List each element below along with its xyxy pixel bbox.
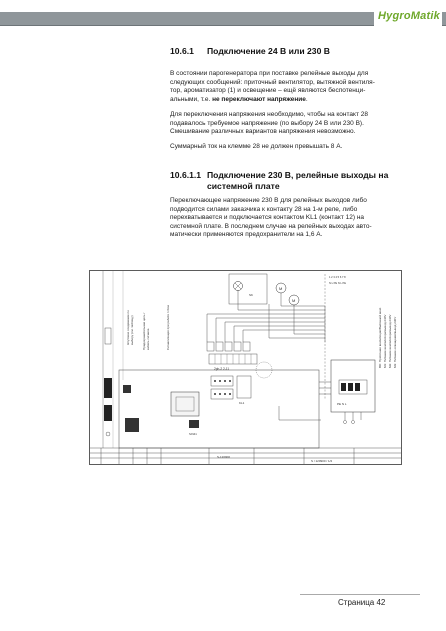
brand-logo: HygroMatik bbox=[378, 10, 440, 22]
svg-text:1 2 3 4 5 6 7 8: 1 2 3 4 5 6 7 8 bbox=[329, 276, 346, 279]
note-text: Сигнализация при работе / сбое bbox=[166, 304, 170, 350]
section-heading-10-6-1-1 bbox=[170, 170, 388, 180]
text-line: подавалось требуемое напряжение (по выбору 24 В или 230 В). bbox=[170, 119, 364, 127]
paragraph-230v-switching bbox=[170, 197, 398, 240]
drawing-number: S-120900 bbox=[217, 455, 231, 459]
note-text: Жгутовое соединение по bbox=[126, 310, 130, 345]
footer-rule bbox=[300, 594, 420, 595]
text-fragment: альными, т.е. bbox=[170, 95, 213, 103]
svg-text:M: M bbox=[279, 286, 283, 291]
legend-text: М1: Питание вентилятора/выход 230V bbox=[383, 314, 387, 368]
section-number: 10.6.1.1 bbox=[170, 170, 202, 180]
text-line: следующих сообщений: приточный вентилятор, вытяжной вентиля- bbox=[170, 78, 375, 86]
card-label: 2ph-2 2-11 bbox=[214, 367, 230, 371]
svg-text:M: M bbox=[292, 298, 296, 303]
text-line: В состоянии парогенератора при поставке релейные выходы для bbox=[170, 70, 369, 77]
text-line: Для переключения напряжения необходимо, чтобы на контакт 28 bbox=[170, 111, 368, 118]
text-line: перехватывается и подключается контактом KL1 (контакт 12) на bbox=[170, 214, 365, 222]
text-line: Суммарный ток на клемме 28 не должен превышать 8 А. bbox=[170, 143, 343, 150]
svg-text:N L PE N L PE: N L PE N L PE bbox=[329, 282, 346, 285]
relay-label: SK bbox=[249, 293, 254, 297]
text-line: Переключающее напряжение 230 В для релейных выходов либо bbox=[170, 197, 367, 204]
bold-emphasis: не переключают напряжение bbox=[212, 95, 306, 103]
text-line: тор, ароматизатор (1) и освещение – ещё являются беспотенци- bbox=[170, 87, 366, 95]
drawing-frame bbox=[90, 271, 402, 465]
transformer bbox=[171, 392, 199, 416]
text-line: Смешивание различных вариантов напряжения невозможно. bbox=[170, 128, 356, 136]
text-line: системной плате. В последнем случае на релейных выходах авто- bbox=[170, 222, 372, 230]
chip bbox=[125, 418, 139, 432]
text-line: подводится силами заказчика к контакту 28 на 1-м реле, либо bbox=[170, 205, 358, 213]
section-heading-10-6-1 bbox=[170, 46, 330, 56]
paragraph-relay-outputs bbox=[170, 70, 398, 104]
note-text: кабель сигнала bbox=[146, 328, 150, 350]
connector-block bbox=[104, 405, 112, 421]
net-label: PE N L bbox=[337, 402, 347, 406]
paragraph-total-current bbox=[170, 143, 398, 152]
text-fragment: . bbox=[305, 95, 308, 103]
legend-text: М2: Питание вентилятора/выход 230V bbox=[388, 314, 392, 368]
jumper-label: S/N41 bbox=[189, 432, 197, 436]
legend-text: ВО: Приточная вентиляция/Вытяжной вент. bbox=[378, 307, 382, 368]
text-line: матически применяются предохранители на 1,6 А. bbox=[170, 231, 323, 239]
sheet-number: S / 120900 / 1/2 bbox=[311, 459, 333, 463]
section-title: Подключение 24 В или 230 В bbox=[207, 46, 330, 56]
section-title: Подключение 230 В, релейные выходы на bbox=[207, 170, 389, 180]
connector-block bbox=[104, 378, 112, 398]
wiring-diagram bbox=[89, 270, 402, 465]
page-number: Страница 42 bbox=[338, 598, 386, 607]
section-heading-continuation: системной плате bbox=[207, 181, 280, 191]
legend-text: М3: Питание освещения/выход 230V bbox=[393, 316, 397, 368]
section-number: 10.6.1 bbox=[170, 46, 194, 56]
paragraph-voltage-switching bbox=[170, 111, 398, 137]
text-line bbox=[170, 96, 398, 105]
note-text: Предохранительная цепь / bbox=[142, 312, 146, 350]
note-text: выбору (см. таблицу) bbox=[130, 315, 134, 345]
kl-label: KL1 bbox=[239, 401, 245, 405]
